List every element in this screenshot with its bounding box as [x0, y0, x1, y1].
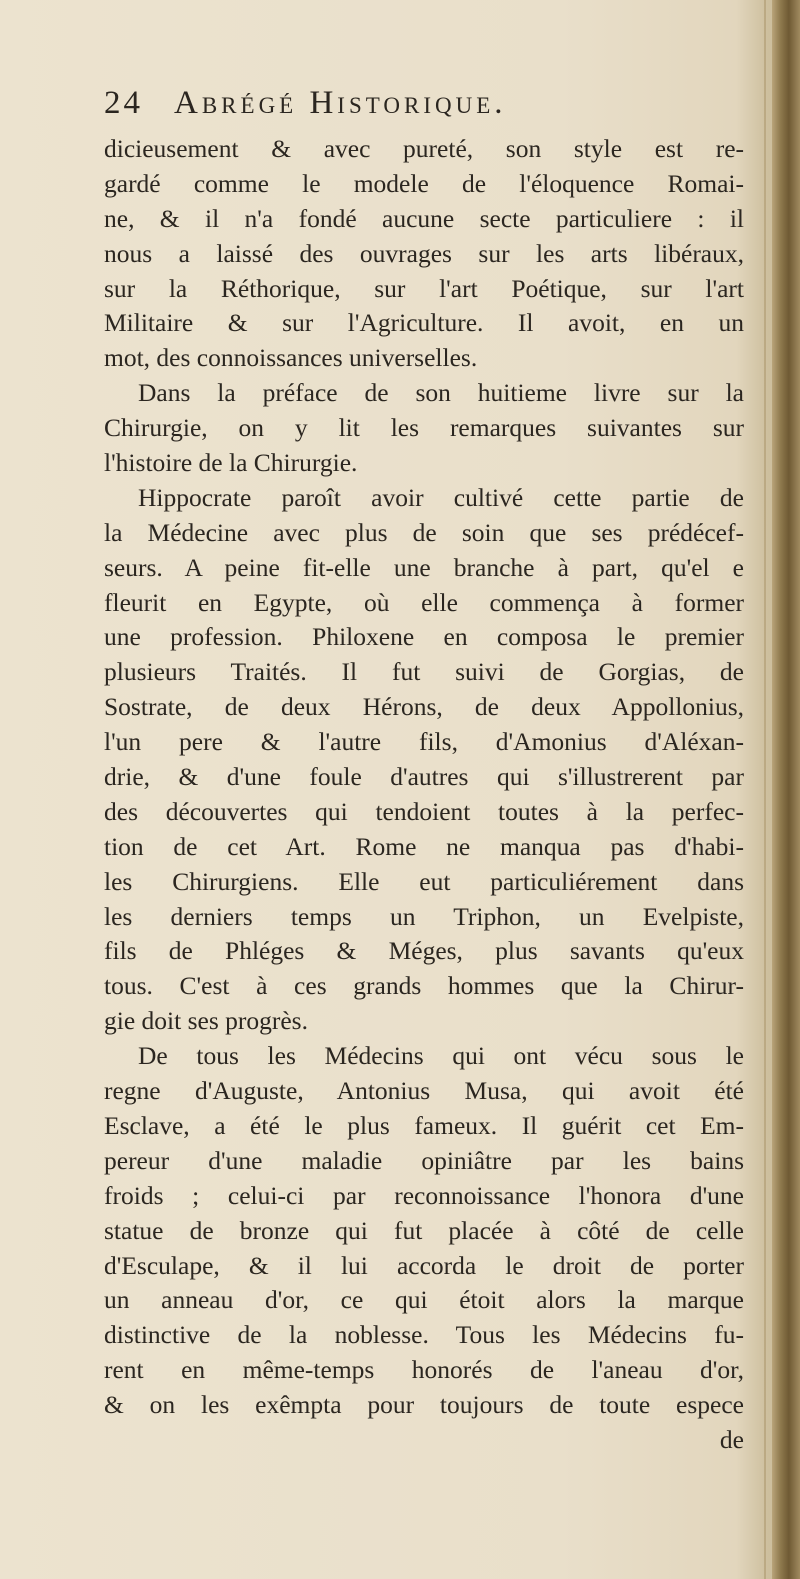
- running-header: [104, 85, 744, 131]
- body-text: [104, 132, 744, 1458]
- text-line: Militaire & sur l'Agriculture. Il avoit, en un: [104, 308, 744, 338]
- running-title: Abrégé Historique.: [174, 85, 507, 121]
- text-line: l'histoire de la Chirurgie.: [104, 448, 358, 478]
- catchword: de: [719, 1424, 744, 1454]
- book-binding: [772, 0, 800, 1579]
- text-line: pereur d'une maladie opiniâtre par les bains: [104, 1145, 744, 1175]
- text-line: ne, & il n'a fondé aucune secte particuliere : il: [104, 203, 744, 233]
- text-line: la Médecine avec plus de soin que ses prédécef-: [104, 517, 744, 547]
- text-line: sur la Réthorique, sur l'art Poétique, sur l'art: [104, 273, 744, 303]
- text-line: nous a laissé des ouvrages sur les arts libéraux,: [104, 238, 744, 268]
- text-line: rent en même-temps honorés de l'aneau d'or,: [104, 1355, 744, 1385]
- text-line: mot, des connoissances universelles.: [104, 343, 478, 373]
- text-line: regne d'Auguste, Antonius Musa, qui avoit été: [104, 1076, 744, 1106]
- text-line: seurs. A peine fit-elle une branche à part, qu'el e: [104, 552, 744, 582]
- text-line: une profession. Philoxene en composa le premier: [104, 622, 744, 652]
- text-line: De tous les Médecins qui ont vécu sous le: [138, 1041, 744, 1071]
- text-line: statue de bronze qui fut placée à côté de celle: [104, 1215, 744, 1245]
- text-line: un anneau d'or, ce qui étoit alors la marque: [104, 1285, 744, 1315]
- text-line: tous. C'est à ces grands hommes que la Chirur-: [104, 971, 744, 1001]
- text-line: Chirurgie, on y lit les remarques suivantes sur: [104, 413, 744, 443]
- binding-crease: [764, 0, 766, 1579]
- text-line: Sostrate, de deux Hérons, de deux Appollonius,: [104, 692, 744, 722]
- text-line: d'Esculape, & il lui accorda le droit de porter: [104, 1250, 744, 1280]
- text-line: l'un pere & l'autre fils, d'Amonius d'Aléxan-: [104, 727, 744, 757]
- text-line: Dans la préface de son huitieme livre sur la: [138, 378, 744, 408]
- text-line: des découvertes qui tendoient toutes à la perfec-: [104, 796, 744, 826]
- text-line: les Chirurgiens. Elle eut particuliérement dans: [104, 866, 744, 896]
- text-line: & on les exêmpta pour toujours de toute espece: [104, 1390, 744, 1420]
- text-line: gardé comme le modele de l'éloquence Romai-: [104, 168, 744, 198]
- text-line: gie doit ses progrès.: [104, 1006, 308, 1036]
- text-line: fleurit en Egypte, où elle commença à former: [104, 587, 744, 617]
- text-line: dicieusement & avec pureté, son style est re-: [104, 134, 744, 163]
- text-line: plusieurs Traités. Il fut suivi de Gorgias, de: [104, 657, 744, 687]
- text-line: distinctive de la noblesse. Tous les Médecins fu-: [104, 1320, 744, 1350]
- text-line: les derniers temps un Triphon, un Evelpiste,: [104, 901, 744, 931]
- text-line: Hippocrate paroît avoir cultivé cette partie de: [138, 482, 744, 512]
- text-line: Esclave, a été le plus fameux. Il guérit cet Em-: [104, 1110, 744, 1140]
- page-number: 24: [104, 85, 143, 121]
- text-line: drie, & d'une foule d'autres qui s'illustrerent par: [104, 762, 744, 792]
- text-line: fils de Phléges & Méges, plus savants qu'eux: [104, 936, 744, 966]
- text-line: tion de cet Art. Rome ne manqua pas d'habi-: [104, 831, 744, 861]
- text-line: froids ; celui-ci par reconnoissance l'honora d'une: [104, 1180, 744, 1210]
